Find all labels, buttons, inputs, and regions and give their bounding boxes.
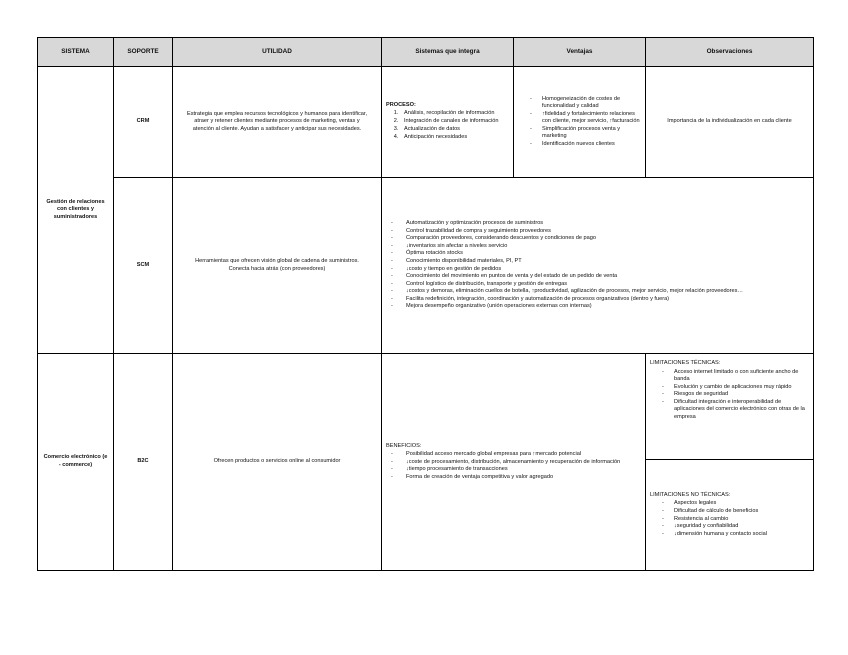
lim-tec-item: - Acceso internet limitado o con suficiente ancho de banda	[650, 369, 809, 384]
scm-item: - Mejora desempeño organizativo (unión operaciones externas con internas)	[386, 303, 809, 311]
ventaja-item: - ↑fidelidad y fortalecimiento relaciones con cliente, mejor servicio, ↑facturación	[518, 111, 641, 126]
header-sistema: SISTEMA	[38, 38, 114, 67]
scm-details	[382, 178, 814, 354]
scm-item: - Control trazabilidad de compra y seguimiento proveedores	[386, 228, 809, 236]
beneficios-list	[386, 451, 641, 481]
beneficio-item: - ↓coste de procesamiento, distribución, almacenamiento y recuperación de información	[386, 459, 637, 467]
lim-tec-item: - Riesgos de seguridad	[650, 391, 809, 399]
ventaja-item: - Identificación nuevos clientes	[518, 141, 641, 149]
beneficios-b2c	[382, 354, 646, 571]
lim-notec-item: - Dificultad de cálculo de beneficios	[650, 508, 805, 516]
beneficios-label: BENEFICIOS:	[386, 442, 422, 449]
ventajas-crm	[514, 67, 646, 178]
lim-tec-item: - Evolución y cambio de aplicaciones muy rápido	[650, 384, 809, 392]
header-utilidad: UTILIDAD	[173, 38, 382, 67]
lim-notec-item: - ↓seguridad y confiabilidad	[650, 523, 805, 531]
utilidad-b2c: Ofrecen productos o servicios online al consumidor	[173, 354, 382, 571]
observaciones-crm: Importancia de la individualización en cada cliente	[646, 67, 814, 178]
b2c-row	[38, 354, 814, 460]
proceso-item: 1. Análisis, recopilación de información	[400, 110, 509, 118]
header-soporte: SOPORTE	[114, 38, 173, 67]
header-row	[38, 38, 814, 67]
lim-notec-list	[650, 500, 809, 538]
proceso-list	[386, 110, 509, 142]
soporte-scm: SCM	[114, 178, 173, 354]
sistema-gestion-relaciones: Gestión de relaciones con clientes y suministradores	[38, 67, 114, 354]
beneficio-item: - Forma de creación de ventaja competitiva y valor agregado	[386, 474, 637, 482]
scm-item: - ↓inventarios sin afectar a niveles servicio	[386, 243, 809, 251]
sistema-comercio-electronico: Comercio electrónico (e - commerce)	[38, 354, 114, 571]
ventaja-item: - Homogeneización de costes de funcionalidad y calidad	[518, 96, 641, 111]
scm-item: - Comparación proveedores, considerando descuentos y condiciones de pago	[386, 235, 809, 243]
scm-item: - Conocimiento del movimiento en puntos de venta y del estado de un pedido de venta	[386, 273, 809, 281]
beneficio-item: - ↓tiempo procesamiento de transacciones	[386, 466, 637, 474]
crm-row	[38, 67, 814, 178]
ventaja-item: - Simplificación procesos venta y marketing	[518, 126, 641, 141]
proceso-item: 2. Integración de canales de información	[400, 118, 509, 126]
scm-item: - Óptima rotación stocks	[386, 250, 809, 258]
soporte-b2c: B2C	[114, 354, 173, 571]
scm-row	[38, 178, 814, 354]
scm-item: - Automatización y optimización procesos de suministros	[386, 220, 809, 228]
lim-notec-item: - Resistencia al cambio	[650, 516, 805, 524]
ventajas-list	[518, 96, 641, 149]
utilidad-crm: Estrategia que emplea recursos tecnológicos y humanos para identificar, atraer y retener clientes mediante procesos de marketing, ventas y atención al cliente. Ayudan a satisfacer y anticipar sus necesidades.	[173, 67, 382, 178]
limitaciones-tecnicas	[646, 354, 814, 460]
scm-item: - Conocimiento disponibilidad materiales, PI, PT	[386, 258, 809, 266]
lim-tec-label: LIMITACIONES TÉCNICAS:	[650, 360, 721, 366]
beneficio-item: - Posibilidad acceso mercado global empresas para ↑mercado potencial	[386, 451, 637, 459]
lim-notec-item: - Aspectos legales	[650, 500, 805, 508]
limitaciones-no-tecnicas	[646, 460, 814, 571]
proceso-label: PROCESO:	[386, 101, 416, 108]
proceso-item: 3. Actualización de datos	[400, 126, 509, 134]
utilidad-scm-line-2: Conecta hacia atrás (con proveedores)	[228, 265, 326, 272]
soporte-crm: CRM	[114, 67, 173, 178]
header-sistemas-integra: Sistemas que integra	[382, 38, 514, 67]
lim-notec-item: - ↓dimensión humana y contacto social	[650, 531, 805, 539]
header-observaciones: Observaciones	[646, 38, 814, 67]
utilidad-scm-line-1: Herramientas que ofrecen visión global de cadena de suministros.	[195, 257, 359, 264]
scm-item: - Facilita redefinición, integración, coordinación y automatización de procesos organizativos (dentro y fuera)	[386, 296, 809, 304]
scm-item: - Control logístico de distribución, transporte y gestión de entregas	[386, 281, 809, 289]
lim-tec-list	[650, 369, 809, 422]
header-ventajas: Ventajas	[514, 38, 646, 67]
utilidad-scm	[173, 178, 382, 354]
scm-item: - ↓costos y demoras, eliminación cuellos de botella, ↑productividad, agilización de procesos, mejor servicio, mejor relación proveedores…	[386, 288, 809, 296]
proceso-item: 4. Anticipación necesidades	[400, 134, 509, 142]
comparison-table	[37, 37, 814, 571]
scm-list	[386, 220, 809, 311]
lim-notec-label: LIMITACIONES NO TÉCNICAS:	[650, 491, 731, 498]
scm-item: - ↓costo y tiempo en gestión de pedidos	[386, 266, 809, 274]
lim-tec-item: - Dificultad integración e interoperabilidad de aplicaciones del comercio electrónico con otras de la empresa	[650, 399, 809, 422]
sistemas-integra-crm	[382, 67, 514, 178]
